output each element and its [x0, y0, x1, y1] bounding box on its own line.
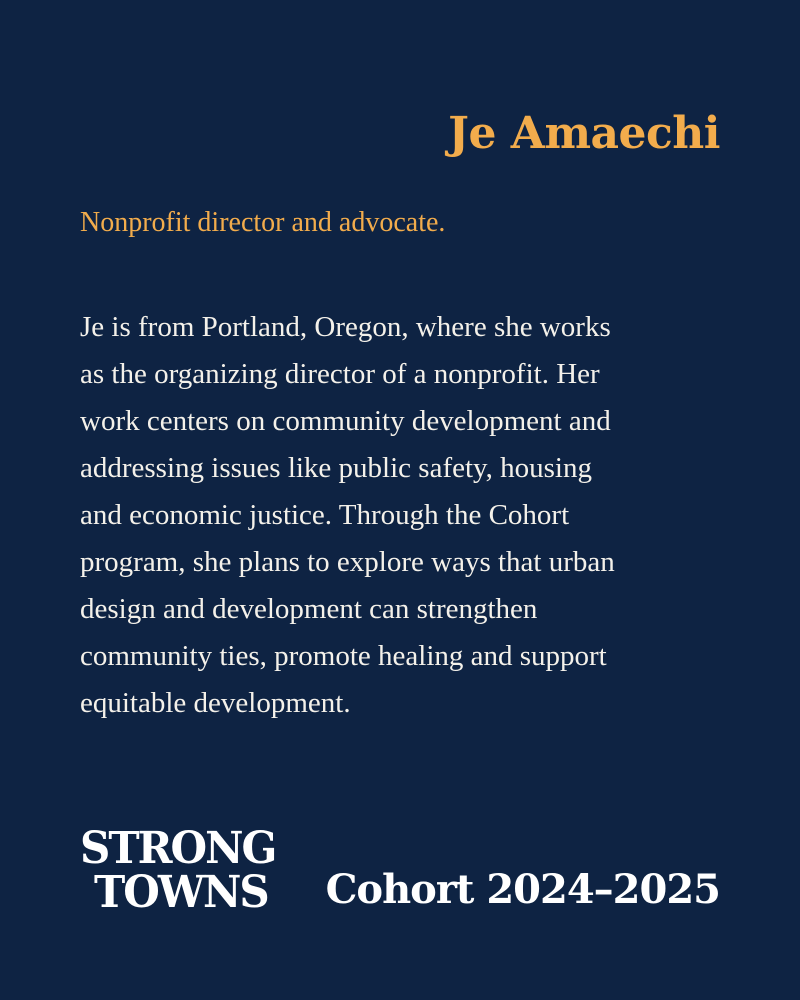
- strong-towns-logo: [80, 821, 276, 918]
- profile-tagline: Nonprofit director and advocate.: [80, 207, 446, 238]
- bio-line: community ties, promote healing and support: [80, 640, 607, 672]
- profile-name: Je Amaechi: [448, 108, 720, 159]
- bio-line: design and development can strengthen: [80, 593, 538, 625]
- cohort-label: Cohort 2024–2025: [325, 866, 720, 913]
- bio-line: addressing issues like public safety, housing: [80, 452, 592, 484]
- bio-line: program, she plans to explore ways that urban: [80, 546, 615, 578]
- logo-line-towns: TOWNS: [94, 865, 268, 918]
- logo-line-strong: STRONG: [80, 821, 276, 874]
- profile-bio: [80, 304, 740, 727]
- bio-line: as the organizing director of a nonprofit. Her: [80, 358, 600, 390]
- bio-line: equitable development.: [80, 687, 351, 719]
- bio-line: and economic justice. Through the Cohort: [80, 499, 570, 531]
- bio-line: Je is from Portland, Oregon, where she works: [80, 311, 611, 343]
- bio-line: work centers on community development and: [80, 405, 611, 437]
